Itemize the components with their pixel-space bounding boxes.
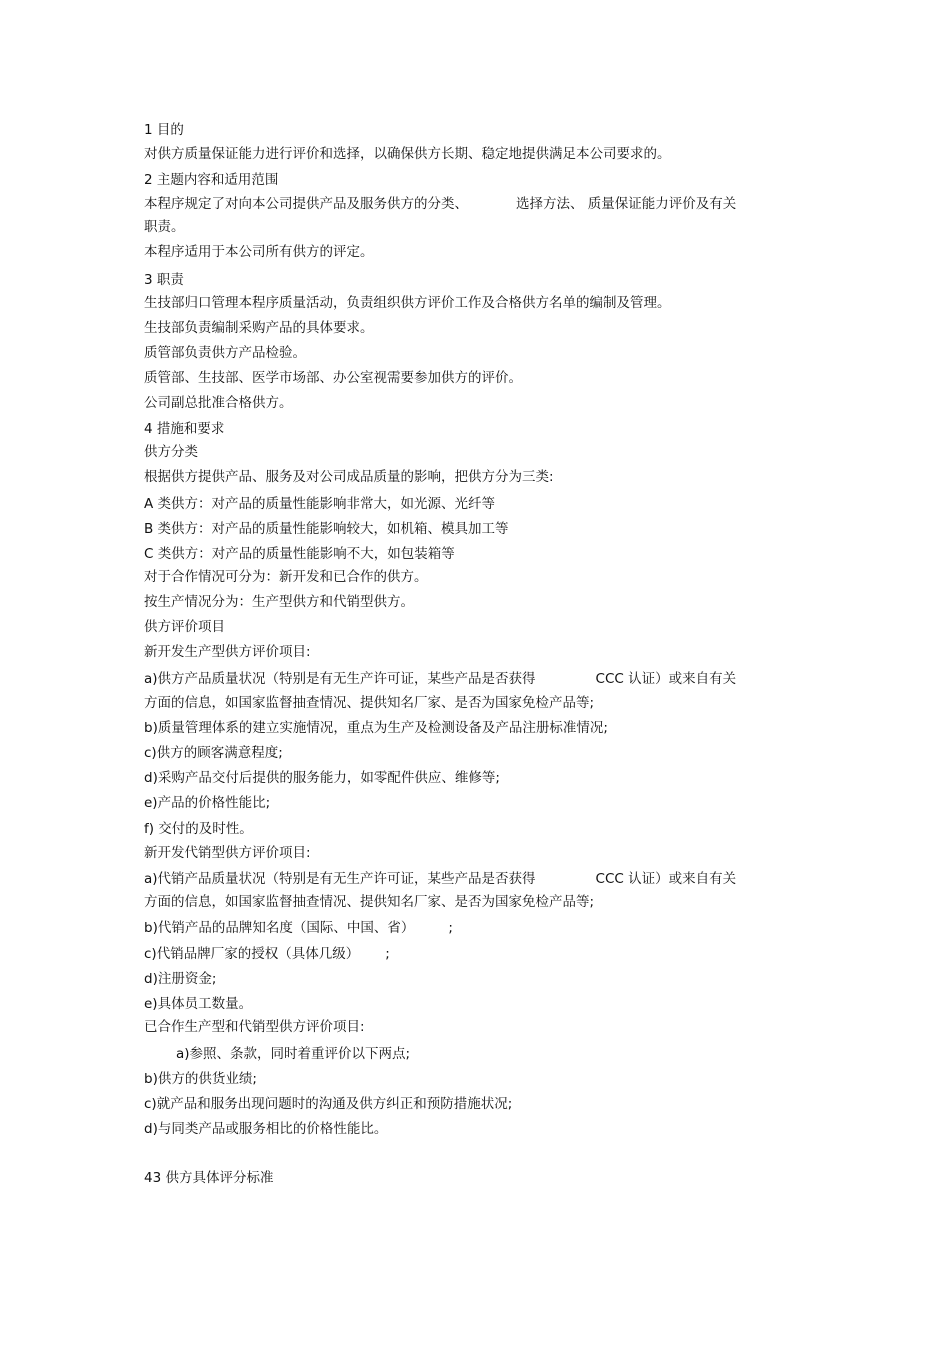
text-segment: 选择方法、 质量保证能力评价及有关	[516, 196, 737, 212]
list-item: f) 交付的及时性。	[144, 821, 253, 837]
list-item-continuation: 方面的信息，如国家监督抽查情况、提供知名厂家、是否为国家免检产品等;	[144, 894, 595, 910]
paragraph-line: 本程序适用于本公司所有供方的评定。	[144, 244, 374, 260]
paragraph-line: 对于合作情况可分为：新开发和已合作的供方。	[144, 569, 428, 585]
list-item: e)具体员工数量。	[144, 996, 253, 1012]
text-segment: 本程序规定了对向本公司提供产品及服务供方的分类、	[144, 196, 468, 212]
list-item: e)产品的价格性能比;	[144, 795, 271, 811]
subheading: 供方评价项目	[144, 619, 225, 635]
list-item: d)注册资金;	[144, 971, 217, 987]
section-heading: 3 职责	[144, 272, 184, 288]
text-segment: c)代销品牌厂家的授权（具体几级）	[144, 946, 360, 962]
list-item: c)就产品和服务出现问题时的沟通及供方纠正和预防措施状况;	[144, 1096, 513, 1112]
text-segment: ;	[448, 920, 453, 936]
list-item-continuation: 方面的信息，如国家监督抽查情况、提供知名厂家、是否为国家免检产品等;	[144, 695, 595, 711]
paragraph-line: 质管部、生技部、医学市场部、办公室视需要参加供方的评价。	[144, 370, 522, 386]
subheading: 供方分类	[144, 444, 198, 460]
list-item	[144, 870, 736, 888]
text-segment: CCC 认证）或来自有关	[595, 871, 737, 887]
list-item: C 类供方：对产品的质量性能影响不大，如包装箱等	[144, 546, 455, 562]
text-segment: ;	[385, 946, 390, 962]
list-item	[144, 945, 390, 963]
paragraph-line: 职责。	[144, 219, 185, 235]
subheading: 新开发生产型供方评价项目:	[144, 644, 311, 660]
text-segment: CCC 认证）或来自有关	[595, 671, 737, 687]
section-heading: 1 目的	[144, 122, 184, 138]
paragraph-line: 生技部归口管理本程序质量活动，负责组织供方评价工作及合格供方名单的编制及管理。	[144, 295, 671, 311]
paragraph-line: 按生产情况分为：生产型供方和代销型供方。	[144, 594, 414, 610]
text-segment: b)代销产品的品牌知名度（国际、中国、省）	[144, 920, 415, 936]
list-item: d)与同类产品或服务相比的价格性能比。	[144, 1121, 388, 1137]
section-heading: 43 供方具体评分标准	[144, 1170, 274, 1186]
list-item: b)质量管理体系的建立实施情况，重点为生产及检测设备及产品注册标准情况;	[144, 720, 608, 736]
paragraph-line: 根据供方提供产品、服务及对公司成品质量的影响，把供方分为三类:	[144, 469, 554, 485]
list-item: B 类供方：对产品的质量性能影响较大，如机箱、模具加工等	[144, 521, 509, 537]
section-heading: 4 措施和要求	[144, 421, 225, 437]
paragraph-line: 公司副总批准合格供方。	[144, 395, 293, 411]
paragraph-line: 生技部负责编制采购产品的具体要求。	[144, 320, 374, 336]
list-item: A 类供方：对产品的质量性能影响非常大，如光源、光纤等	[144, 496, 496, 512]
paragraph-line: 质管部负责供方产品检验。	[144, 345, 306, 361]
text-segment: a)代销产品质量状况（特别是有无生产许可证，某些产品是否获得	[144, 871, 536, 887]
paragraph-line: 对供方质量保证能力进行评价和选择，以确保供方长期、稳定地提供满足本公司要求的。	[144, 146, 671, 162]
paragraph-line	[144, 195, 736, 213]
list-item: a)参照、条款，同时着重评价以下两点;	[176, 1046, 411, 1062]
list-item	[144, 670, 736, 688]
list-item: b)供方的供货业绩;	[144, 1071, 257, 1087]
section-heading: 2 主题内容和适用范围	[144, 172, 279, 188]
subheading: 新开发代销型供方评价项目:	[144, 845, 311, 861]
list-item: c)供方的顾客满意程度;	[144, 745, 283, 761]
subheading: 已合作生产型和代销型供方评价项目:	[144, 1019, 365, 1035]
list-item: d)采购产品交付后提供的服务能力，如零配件供应、维修等;	[144, 770, 500, 786]
list-item	[144, 919, 453, 937]
text-segment: a)供方产品质量状况（特别是有无生产许可证，某些产品是否获得	[144, 671, 536, 687]
